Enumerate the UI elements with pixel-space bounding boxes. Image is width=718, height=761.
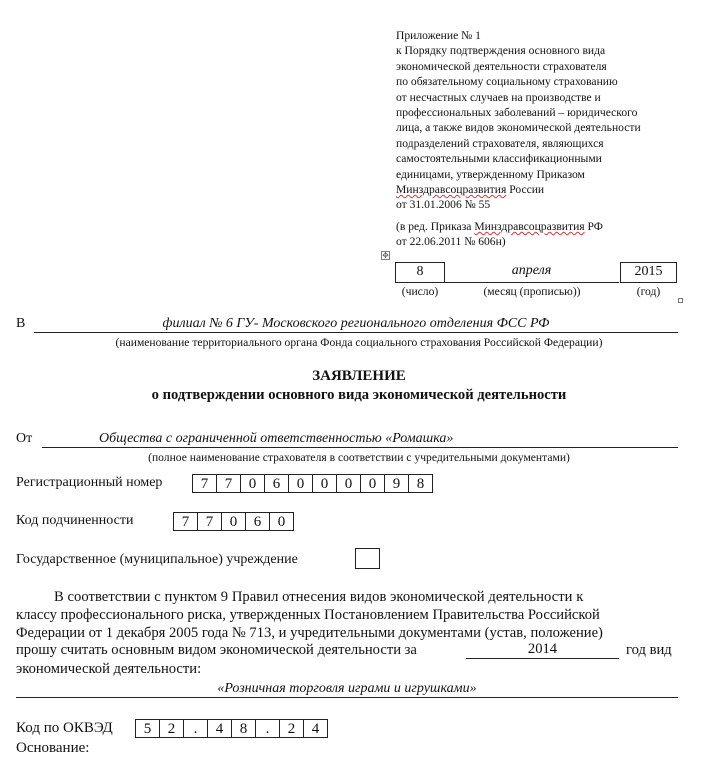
okved-cell: 2 [279,719,304,738]
subordination-digit: 0 [221,512,246,531]
activity-underline [16,697,678,698]
edition-rest: РФ [584,219,603,233]
date-day: 8 [416,264,424,279]
okved-code-field[interactable] [135,719,328,738]
appendix-line: единицами, утвержденному Приказом [396,167,585,181]
state-institution-label: Государственное (муниципальное) учреждение [16,552,298,567]
sender-value[interactable]: Общества с ограниченной ответственностью «Ромашка» [99,431,454,446]
appendix-line: лица, а также видов экономической деятельности [396,121,641,135]
okved-cell: 8 [231,719,256,738]
subordination-digit: 0 [269,512,294,531]
okved-cell: . [255,719,280,738]
body-line-3: Федерации от 1 декабря 2005 года № 713, и учредительными документами (устав, положение) [16,625,603,641]
registration-digit: 7 [192,474,217,493]
recipient-underline [34,332,678,333]
date-year: 2015 [634,264,663,279]
registration-digit: 0 [288,474,313,493]
table-resize-handle-icon[interactable] [678,298,683,303]
registration-label: Регистрационный номер [16,475,163,490]
appendix-line: к Порядку подтверждения основного вида [396,44,606,58]
ministry-word: Минздравсоцразвития [396,183,507,197]
okved-cell: 4 [303,719,328,738]
registration-digit: 6 [264,474,289,493]
date-month: апреля [511,263,552,278]
sender-underline [42,447,678,448]
edition-word: Минздравсоцразвития [474,219,585,233]
state-institution-checkbox[interactable] [355,548,380,569]
appendix-block [396,28,686,250]
date-month-caption: (месяц (прописью)) [483,285,581,298]
appendix-line: по обязательному социальному страхованию [396,75,618,89]
appendix-line: самостоятельными классификационными [396,152,602,166]
ministry-rest: России [506,183,545,197]
report-year-field[interactable]: 2014 [527,641,558,657]
appendix-line: Приложение № 1 [396,29,481,42]
activity-value[interactable]: «Розничная торговля играми и игрушками» [217,681,477,696]
document-subtitle: о подтверждении основного вида экономической деятельности [151,387,567,403]
recipient-value[interactable]: филиал № 6 ГУ- Московского регионального отделения ФСС РФ [162,316,550,331]
recipient-caption: (наименование территориального органа Фонда социального страхования Российской Федерации) [115,336,603,349]
registration-digit: 8 [408,474,433,493]
subordination-code-field[interactable] [173,512,294,531]
subordination-label: Код подчиненности [16,513,134,528]
body-line-4-prefix: прошу считать основным видом экономической деятельности за [16,642,417,658]
appendix-line: от несчастных случаев на производстве и [396,90,601,104]
appendix-line: подразделений страхователя, являющихся [396,136,604,150]
registration-digit: 7 [216,474,241,493]
date-day-caption: (число) [401,285,439,298]
appendix-line: профессиональных заболеваний – юридического [396,106,638,120]
registration-digit: 0 [312,474,337,493]
date-day-cell[interactable] [395,262,445,283]
table-move-handle-icon[interactable]: ✥ [382,251,389,260]
body-line-2: классу профессионального риска, утвержденных Постановлением Правительства Российской [16,607,600,623]
okved-cell: 4 [207,719,232,738]
edition-prefix: (в ред. Приказа [396,219,475,233]
okved-cell: 5 [135,719,160,738]
edition-date: от 22.06.2011 № 606н) [396,235,506,249]
date-year-cell[interactable] [620,262,677,283]
okved-label: Код по ОКВЭД [16,720,113,736]
registration-digit: 0 [336,474,361,493]
sender-caption: (полное наименование страхователя в соответствии с учредительными документами) [148,451,570,464]
appendix-date-line: от 31.01.2006 № 55 [396,198,491,212]
registration-number-field[interactable] [192,474,433,493]
sender-prefix: От [16,431,33,446]
date-month-cell[interactable] [444,262,619,283]
okved-cell: . [183,719,208,738]
subordination-digit: 6 [245,512,270,531]
appendix-ministry-line [396,182,686,197]
registration-digit: 9 [384,474,409,493]
registration-digit: 0 [240,474,265,493]
edition-line [396,219,686,234]
body-line-5: экономической деятельности: [16,661,202,677]
recipient-prefix: В [16,316,26,331]
date-year-caption: (год) [636,285,661,298]
subordination-digit: 7 [197,512,222,531]
registration-digit: 0 [360,474,385,493]
document-title: ЗАЯВЛЕНИЕ [312,368,406,384]
okved-cell: 2 [159,719,184,738]
body-line-1: В соответствии с пунктом 9 Правил отнесения видов экономической деятельности к [54,589,584,605]
basis-label: Основание: [16,740,90,756]
year-underline [466,658,619,659]
body-line-4-suffix: год вид [626,642,672,658]
appendix-line: экономической деятельности страхователя [396,59,607,73]
subordination-digit: 7 [173,512,198,531]
